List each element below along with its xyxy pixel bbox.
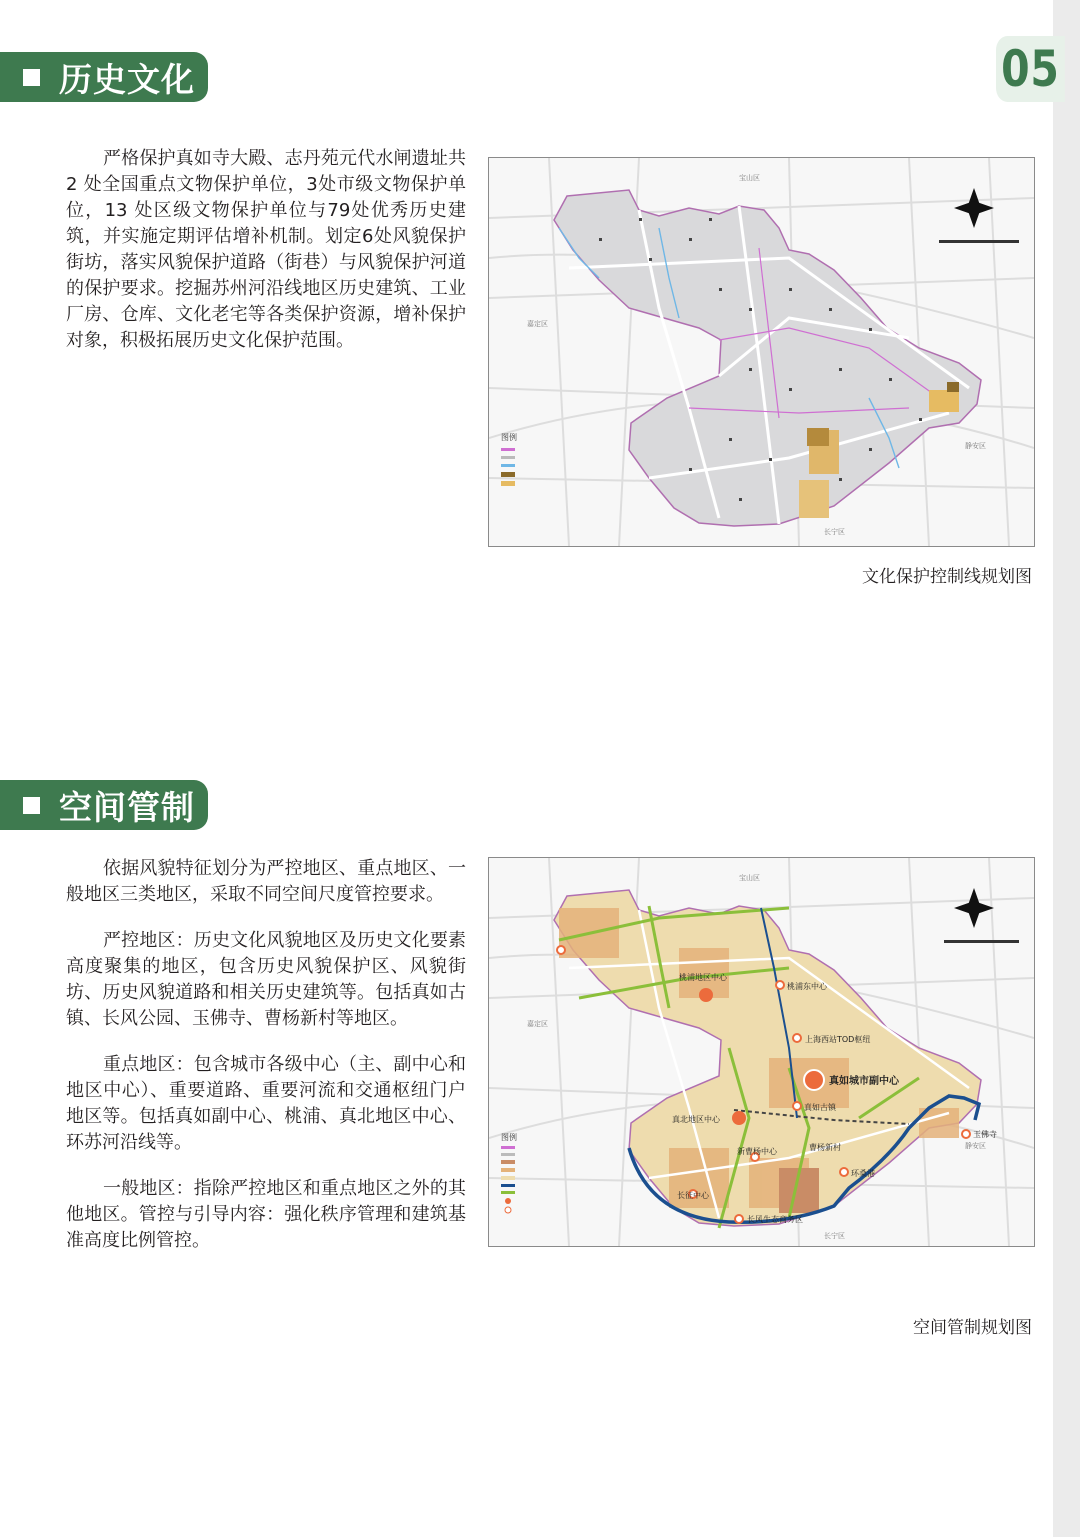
place-label: 长风生态商务区 [747,1215,803,1224]
legend-swatch [501,481,515,486]
center-marker [557,946,565,954]
space-paragraph-4: 一般地区：指除严控地区和重点地区之外的其他地区。管控与引导内容：强化秩序管理和建筑基准高度比例管控。 [66,1178,466,1251]
legend-swatch [501,1168,515,1172]
spatial-control-map-graphic [489,858,1034,1246]
center-marker [732,1111,746,1125]
center-marker [776,981,784,989]
place-label: 长征中心 [677,1191,709,1200]
map-legend [501,1132,517,1213]
center-marker [840,1168,848,1176]
map-caption: 文化保护控制线规划图 [862,567,1032,587]
legend-swatch [501,464,515,467]
legend-swatch [501,1153,515,1156]
center-marker [804,1070,824,1090]
legend-swatch [505,1207,511,1213]
history-paragraph: 严格保护真如寺大殿、志丹苑元代水闸遗址共2 处全国重点文物保护单位，3处市级文物保护单位，13 处区级文物保护单位与79处优秀历史建筑，并实施定期评估增补机制。划定6处风貌保护街坊，落实风貌保护道路（街巷）与风貌保护河道的保护要求。挖掘苏州河沿线地区历史建筑、工业厂房、仓库、文化老宅等各类保护资源，增补保护对象，积极拓展历史文化保护范围。 [66,148,466,351]
north-arrow-icon [954,188,994,228]
page-number: 05 [996,36,1065,102]
spatial-control-map [488,857,1035,1247]
square-bullet-icon [23,69,40,86]
space-paragraph-1: 依据风貌特征划分为严控地区、重点地区、一般地区三类地区，采取不同空间尺度管控要求。 [66,858,466,905]
center-marker [699,988,713,1002]
space-paragraph-2: 严控地区：历史文化风貌地区及历史文化要素高度聚集的地区，包含历史风貌保护区、风貌街坊、历史风貌道路和相关历史建筑等。包括真如古镇、长风公园、玉佛寺、曹杨新村等地区。 [66,930,466,1029]
legend-swatch [501,1176,515,1180]
place-label: 桃浦东中心 [787,982,827,991]
legend-swatch [505,1198,511,1204]
legend-swatch [501,1184,515,1187]
center-marker [962,1130,970,1138]
legend-title: 图例 [501,1133,517,1142]
page-edge-strip [1053,0,1080,1537]
district-label: 嘉定区 [527,320,548,328]
district-label: 静安区 [965,1142,986,1150]
district-area [554,190,981,526]
cultural-protection-map [488,157,1035,547]
district-label: 宝山区 [739,174,760,182]
district-label: 宝山区 [739,874,760,882]
district-label: 嘉定区 [527,1020,548,1028]
protected-plot [807,428,829,446]
district-label: 长宁区 [824,528,845,536]
scale-bar [939,240,1019,243]
center-marker [735,1215,743,1223]
scale-bar [944,940,1019,943]
legend-swatch [501,448,515,451]
place-label: 真北地区中心 [672,1115,720,1124]
place-label: 新曹杨中心 [737,1147,777,1156]
section-title: 历史文化 [59,59,195,99]
protected-plot [929,390,959,412]
place-label: 真如城市副中心 [829,1076,899,1087]
legend-swatch [501,1160,515,1164]
square-bullet-icon [23,797,40,814]
legend-swatch [501,456,515,459]
place-label: 桃浦地区中心 [679,973,727,982]
map-caption: 空间管制规划图 [913,1318,1032,1338]
section-header-space [0,780,208,830]
place-label: 曹杨新村 [809,1143,841,1152]
place-label: 真如古镇 [804,1103,836,1112]
north-arrow-icon [954,888,994,928]
place-label: 玉佛寺 [973,1130,997,1139]
district-label: 长宁区 [824,1232,845,1240]
legend-swatch [501,1191,515,1194]
place-label: 上海西站TOD枢纽 [805,1035,871,1044]
center-marker [793,1102,801,1110]
district-label: 静安区 [965,442,986,450]
center-marker [793,1034,801,1042]
cultural-protection-map-graphic [489,158,1034,546]
section-title: 空间管制 [59,787,195,827]
section-header-history [0,52,208,102]
protected-plot [799,480,829,518]
legend-title: 图例 [501,433,517,442]
place-label: 环桑港 [851,1169,875,1178]
legend-swatch [501,1146,515,1149]
protected-plot [947,382,959,392]
space-paragraph-3: 重点地区：包含城市各级中心（主、副中心和地区中心）、重要道路、重要河流和交通枢纽门户地区等。包括真如副中心、桃浦、真北地区中心、环苏河沿线等。 [66,1054,466,1153]
legend-swatch [501,472,515,477]
